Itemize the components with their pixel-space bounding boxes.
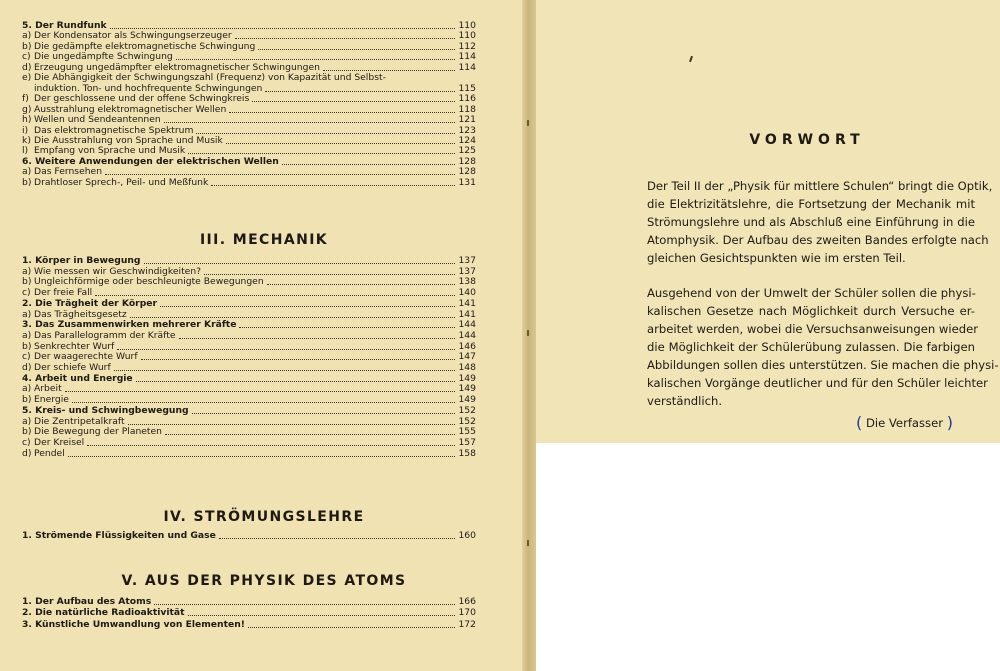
- toc-entry-letter: h): [22, 114, 32, 126]
- toc-entry-text: Die Ausstrahlung von Sprache und Musik: [34, 134, 223, 146]
- toc-row: [22, 276, 476, 287]
- toc-page-number: 137: [458, 255, 476, 266]
- toc-page-number: 116: [458, 93, 476, 105]
- toc-entry-text: Ungleichförmige oder beschleunigte Bewegungen: [34, 276, 264, 288]
- toc-entry-text: Die Zentripetalkraft: [34, 415, 125, 427]
- toc-entry-label: [22, 330, 176, 341]
- preface-line: Strömungslehre und als Abschluß eine Einführung in die: [647, 215, 975, 229]
- toc-row: [22, 255, 476, 266]
- toc-row: [22, 177, 476, 188]
- toc-entry-text: Der geschlossene und der offene Schwingkreis: [34, 93, 250, 105]
- toc-entry-label: [22, 266, 201, 277]
- toc-row: [22, 341, 476, 352]
- toc-row: [22, 448, 476, 459]
- toc-entry-text: Die Abhängigkeit der Schwingungszahl (Frequenz) von Kapazität und Selbst-: [34, 72, 386, 84]
- toc-entry-label: [22, 405, 189, 416]
- book-gutter: [522, 0, 536, 671]
- preface-line: die Möglichkeit der Schülerübung zulassen. Die farbigen: [647, 340, 975, 354]
- toc-page-number: 123: [458, 124, 476, 136]
- toc-entry-label: [22, 104, 226, 115]
- toc-entry-label: [22, 596, 151, 607]
- toc-dot-leader: [95, 288, 455, 296]
- toc-entry-label: [22, 166, 102, 177]
- toc-entry-text: Der waagerechte Wurf: [34, 351, 138, 363]
- toc-entry-text: Erzeugung ungedämpfter elektromagnetischer Schwingungen: [34, 61, 320, 73]
- toc-dot-leader: [176, 52, 456, 60]
- toc-dot-leader: [188, 608, 456, 616]
- toc-entry-text: 1. Der Aufbau des Atoms: [22, 596, 152, 607]
- toc-page-number: 131: [458, 176, 476, 188]
- toc-entry-label: [22, 619, 245, 630]
- toc-entry-label: [22, 607, 185, 618]
- toc-row: [22, 125, 476, 136]
- toc-dot-leader: [105, 167, 455, 175]
- toc-dot-leader: [188, 146, 455, 154]
- toc-entry-label: [22, 362, 111, 373]
- toc-dot-leader: [65, 384, 456, 392]
- toc-entry-label: [22, 416, 125, 427]
- toc-page-number: 112: [458, 40, 476, 52]
- toc-entry-text: Der freie Fall: [34, 287, 93, 299]
- toc-page-number: 110: [458, 20, 476, 31]
- toc-page-number: 152: [458, 404, 476, 416]
- toc-entry-text: Das Fernsehen: [34, 166, 103, 178]
- toc-entry-text: 5. Der Rundfunk: [22, 20, 107, 31]
- signature-text: Die Verfasser: [865, 416, 944, 430]
- toc-row: [22, 319, 476, 330]
- toc-entry-text: Das elektromagnetische Spektrum: [34, 124, 194, 136]
- toc-entry-label: [22, 448, 65, 459]
- preface-line: kalischen Vorgänge deutlicher und für den Schüler leichter: [647, 376, 988, 390]
- toc-page-number: 147: [458, 351, 476, 363]
- toc-dot-leader: [282, 157, 456, 165]
- section-title-atom: V. AUS DER PHYSIK DES ATOMS: [121, 573, 407, 589]
- toc-entry-label: [22, 156, 279, 167]
- toc-row: [22, 309, 476, 320]
- toc-entry-label: [22, 426, 162, 437]
- toc-entry-letter: a): [22, 166, 32, 178]
- toc-entry-text: 2. Die Trägheit der Körper: [22, 297, 158, 309]
- toc-entry-text: Die ungedämpfte Schwingung: [34, 51, 173, 63]
- toc-entry-letter: g): [22, 103, 32, 115]
- toc-row: [22, 596, 476, 607]
- toc-entry-label: [22, 309, 127, 320]
- binding-hole: [527, 120, 529, 126]
- toc-entry-text: Wie messen wir Geschwindigkeiten?: [34, 265, 202, 277]
- section-title-stroemungslehre: IV. STRÖMUNGSLEHRE: [163, 509, 365, 525]
- toc-entry-letter: a): [22, 415, 32, 427]
- toc-dot-leader: [154, 597, 455, 605]
- toc-row: [22, 373, 476, 384]
- toc-entry-text: Der schiefe Wurf: [34, 362, 111, 373]
- toc-entry-letter: b): [22, 40, 32, 52]
- toc-entry-label: [22, 30, 232, 41]
- toc-entry-label: [22, 83, 262, 94]
- toc-row: [22, 298, 476, 309]
- toc-page-number: 114: [458, 51, 476, 63]
- toc-dot-leader: [235, 31, 456, 39]
- toc-row: [22, 607, 476, 618]
- toc-entry-label: [22, 125, 193, 136]
- toc-entry-text: 2. Die natürliche Radioaktivität: [22, 607, 185, 619]
- toc-entry-text: Drahtloser Sprech-, Peil- und Meßfunk: [34, 176, 209, 188]
- toc-page-number: 155: [458, 426, 476, 438]
- toc-dot-leader: [219, 531, 456, 539]
- pen-bracket-right-icon: ): [946, 413, 953, 432]
- preface-line: Atomphysik. Der Aufbau des zweiten Bandes erfolgte nach: [647, 233, 989, 247]
- toc-entry-text: Das Parallelogramm der Kräfte: [34, 329, 176, 341]
- toc-row: [22, 145, 476, 156]
- toc-dot-leader: [136, 374, 456, 382]
- preface-line: arbeitet werden, wobei die Versuchsanweisungen wieder: [647, 322, 978, 336]
- binding-hole: [527, 330, 529, 336]
- toc-entry-letter: b): [22, 176, 32, 188]
- toc-entry-label: [22, 298, 157, 309]
- toc-entry-label: [22, 62, 320, 73]
- toc-page-number: 128: [458, 166, 476, 178]
- toc-entry-label: [22, 114, 161, 125]
- toc-row: [22, 426, 476, 437]
- preface-line: die Elektrizitätslehre, die Fortsetzung der Mechanik mit: [647, 197, 975, 211]
- toc-dot-leader: [196, 126, 455, 134]
- toc-dot-leader: [211, 178, 455, 186]
- toc-row: [22, 104, 476, 115]
- toc-entry-text: Ausstrahlung elektromagnetischer Wellen: [34, 103, 227, 115]
- toc-page-number: 149: [458, 394, 476, 406]
- preface-title: VORWORT: [749, 132, 865, 148]
- pen-bracket-left-icon: (: [856, 413, 863, 432]
- toc-entry-text: Energie: [34, 394, 69, 406]
- toc-dot-leader: [144, 256, 456, 264]
- toc-row: [22, 83, 476, 94]
- toc-page-number: 166: [458, 596, 476, 607]
- toc-row: [22, 20, 476, 31]
- toc-row: [22, 51, 476, 62]
- preface-line: Abbildungen sollen dies unterstützen. Sie machen die physi-: [647, 358, 999, 372]
- toc-entry-label: [22, 20, 107, 31]
- toc-entry-text: Der Kreisel: [34, 436, 85, 448]
- toc-entry-label: [22, 145, 185, 156]
- toc-dot-leader: [267, 277, 456, 285]
- toc-row: [22, 530, 476, 541]
- toc-entry-text: Arbeit: [34, 383, 62, 395]
- toc-row: [22, 405, 476, 416]
- toc-entry-label: [22, 287, 92, 298]
- toc-row: [22, 437, 476, 448]
- toc-page-number: 152: [458, 415, 476, 427]
- toc-page-number: 115: [458, 82, 476, 94]
- toc-entry-text: 3. Künstliche Umwandlung von Elementen!: [22, 618, 245, 630]
- toc-row: [22, 62, 476, 73]
- toc-row: [22, 287, 476, 298]
- toc-entry-label: [22, 373, 133, 384]
- toc-entry-letter: d): [22, 362, 32, 373]
- toc-entry-label: [22, 93, 249, 104]
- toc-row: [22, 30, 476, 41]
- toc-entry-label: [22, 255, 141, 266]
- preface-line: Der Teil II der „Physik für mittlere Schulen“ bringt die Optik,: [647, 179, 993, 193]
- toc-dot-leader: [117, 342, 455, 350]
- toc-dot-leader: [164, 115, 456, 123]
- toc-entry-text: 1. Strömende Flüssigkeiten und Gase: [22, 530, 216, 541]
- binding-hole: [527, 540, 529, 546]
- toc-entry-letter: k): [22, 134, 31, 146]
- toc-entry-letter: b): [22, 426, 32, 438]
- preface-line: verständlich.: [647, 394, 723, 408]
- toc-entry-text: Die Bewegung der Planeten: [34, 426, 163, 438]
- toc-dot-leader: [165, 427, 455, 435]
- toc-page-number: 157: [458, 436, 476, 448]
- toc-row: [22, 114, 476, 125]
- toc-dot-leader: [265, 84, 455, 92]
- toc-entry-text: Wellen und Sendeantennen: [34, 114, 161, 126]
- toc-row: [22, 362, 476, 373]
- toc-page-number: 124: [458, 134, 476, 146]
- toc-entry-letter: l): [22, 145, 29, 157]
- toc-row: [22, 351, 476, 362]
- toc-row: [22, 135, 476, 146]
- white-paper-sheet: [536, 443, 1000, 671]
- toc-entry-letter: a): [22, 308, 32, 320]
- toc-entry-letter: a): [22, 383, 32, 395]
- toc-entry-letter: a): [22, 30, 32, 42]
- toc-entry-text: 1. Körper in Bewegung: [22, 255, 141, 266]
- toc-entry-letter: e): [22, 72, 32, 84]
- toc-dot-leader: [179, 331, 456, 339]
- toc-entry-text: Senkrechter Wurf: [34, 340, 115, 352]
- toc-page-number: 128: [458, 155, 476, 167]
- toc-page-number: 110: [458, 30, 476, 42]
- toc-entry-label: [22, 394, 69, 405]
- toc-entry-text: Pendel: [34, 447, 65, 459]
- toc-entry-text: Das Trägheitsgesetz: [34, 308, 127, 320]
- toc-row: [22, 619, 476, 630]
- toc-entry-label: [22, 276, 264, 287]
- toc-dot-leader: [323, 63, 456, 71]
- toc-page-number: 144: [458, 319, 476, 331]
- toc-row: [22, 156, 476, 167]
- toc-entry-label: [22, 437, 84, 448]
- toc-dot-leader: [110, 21, 456, 29]
- toc-entry-letter: c): [22, 51, 31, 63]
- preface-line: Ausgehend von der Umwelt der Schüler sollen die physi-: [647, 286, 976, 300]
- toc-dot-leader: [239, 320, 455, 328]
- toc-row: [22, 394, 476, 405]
- toc-row: [22, 383, 476, 394]
- toc-page-number: 141: [458, 308, 476, 320]
- toc-entry-letter: f): [22, 93, 29, 105]
- toc-entry-label: [22, 351, 138, 362]
- toc-dot-leader: [87, 438, 455, 446]
- toc-dot-leader: [229, 105, 455, 113]
- toc-page-number: 149: [458, 383, 476, 395]
- section-title-mechanik: III. MECHANIK: [199, 232, 329, 248]
- toc-page-number: 144: [458, 329, 476, 341]
- toc-entry-letter: i): [22, 124, 29, 136]
- toc-dot-leader: [130, 310, 456, 318]
- toc-entry-label: [22, 41, 255, 52]
- toc-entry-letter: b): [22, 394, 32, 406]
- toc-page-number: 137: [458, 265, 476, 277]
- toc-page-number: 146: [458, 340, 476, 352]
- toc-entry-letter: a): [22, 265, 32, 277]
- toc-entry-letter: d): [22, 61, 32, 73]
- toc-entry-label: [22, 341, 114, 352]
- toc-entry-label: [22, 51, 173, 62]
- toc-entry-text: 3. Das Zusammenwirken mehrerer Kräfte: [22, 319, 237, 331]
- toc-page-number: 160: [458, 530, 476, 541]
- toc-dot-leader: [72, 395, 456, 403]
- toc-dot-leader: [226, 136, 456, 144]
- toc-page-number: 121: [458, 114, 476, 126]
- toc-entry-label: [22, 135, 223, 146]
- toc-dot-leader: [128, 417, 456, 425]
- toc-page-number: 140: [458, 287, 476, 299]
- toc-row: [22, 72, 476, 83]
- toc-entry-text: 5. Kreis- und Schwingbewegung: [22, 404, 189, 416]
- toc-entry-text: Der Kondensator als Schwingungserzeuger: [34, 30, 232, 42]
- toc-page-number: 141: [458, 297, 476, 309]
- toc-entry-letter: a): [22, 329, 32, 341]
- toc-entry-label: [22, 530, 216, 541]
- toc-entry-text: Empfang von Sprache und Musik: [34, 145, 186, 157]
- preface-line: gleichen Gesichtspunkten wie im ersten Teil.: [647, 251, 906, 265]
- toc-dot-leader: [68, 449, 456, 457]
- toc-page-number: 158: [458, 447, 476, 459]
- toc-page-number: 118: [458, 103, 476, 115]
- toc-dot-leader: [248, 620, 456, 628]
- toc-dot-leader: [160, 299, 455, 307]
- toc-entry-label: [22, 383, 62, 394]
- toc-dot-leader: [192, 406, 456, 414]
- toc-entry-text: Die gedämpfte elektromagnetische Schwingung: [34, 40, 256, 52]
- toc-dot-leader: [258, 42, 455, 50]
- toc-page-number: 172: [458, 618, 476, 630]
- toc-entry-letter: b): [22, 276, 32, 288]
- toc-row: [22, 330, 476, 341]
- toc-entry-text: induktion. Ton- und hochfrequente Schwingungen: [34, 82, 263, 94]
- toc-page-number: 148: [458, 362, 476, 373]
- toc-row: [22, 41, 476, 52]
- toc-entry-letter: c): [22, 436, 31, 448]
- toc-row: [22, 266, 476, 277]
- toc-entry-letter: b): [22, 340, 32, 352]
- preface-signature: [856, 412, 953, 434]
- toc-entry-letter: d): [22, 447, 32, 459]
- toc-row: [22, 166, 476, 177]
- toc-entry-label: [22, 177, 208, 188]
- toc-page-number: 114: [458, 61, 476, 73]
- toc-entry-text: 6. Weitere Anwendungen der elektrischen Wellen: [22, 155, 279, 167]
- toc-page-number: 149: [458, 372, 476, 384]
- toc-page-number: 138: [458, 276, 476, 288]
- preface-line: kalischen Gesetze nach Möglichkeit durch Versuche er-: [647, 304, 975, 318]
- toc-entry-text: 4. Arbeit und Energie: [22, 372, 133, 384]
- toc-entry-label: [22, 72, 386, 83]
- toc-page-number: 125: [458, 145, 476, 157]
- toc-entry-label: [22, 319, 236, 330]
- toc-dot-leader: [204, 267, 455, 275]
- toc-dot-leader: [141, 352, 456, 360]
- toc-dot-leader: [252, 94, 455, 102]
- toc-entry-letter: c): [22, 351, 31, 363]
- toc-row: [22, 93, 476, 104]
- toc-page-number: 170: [458, 607, 476, 619]
- toc-row: [22, 416, 476, 427]
- toc-dot-leader: [114, 363, 456, 371]
- toc-entry-letter: c): [22, 287, 31, 299]
